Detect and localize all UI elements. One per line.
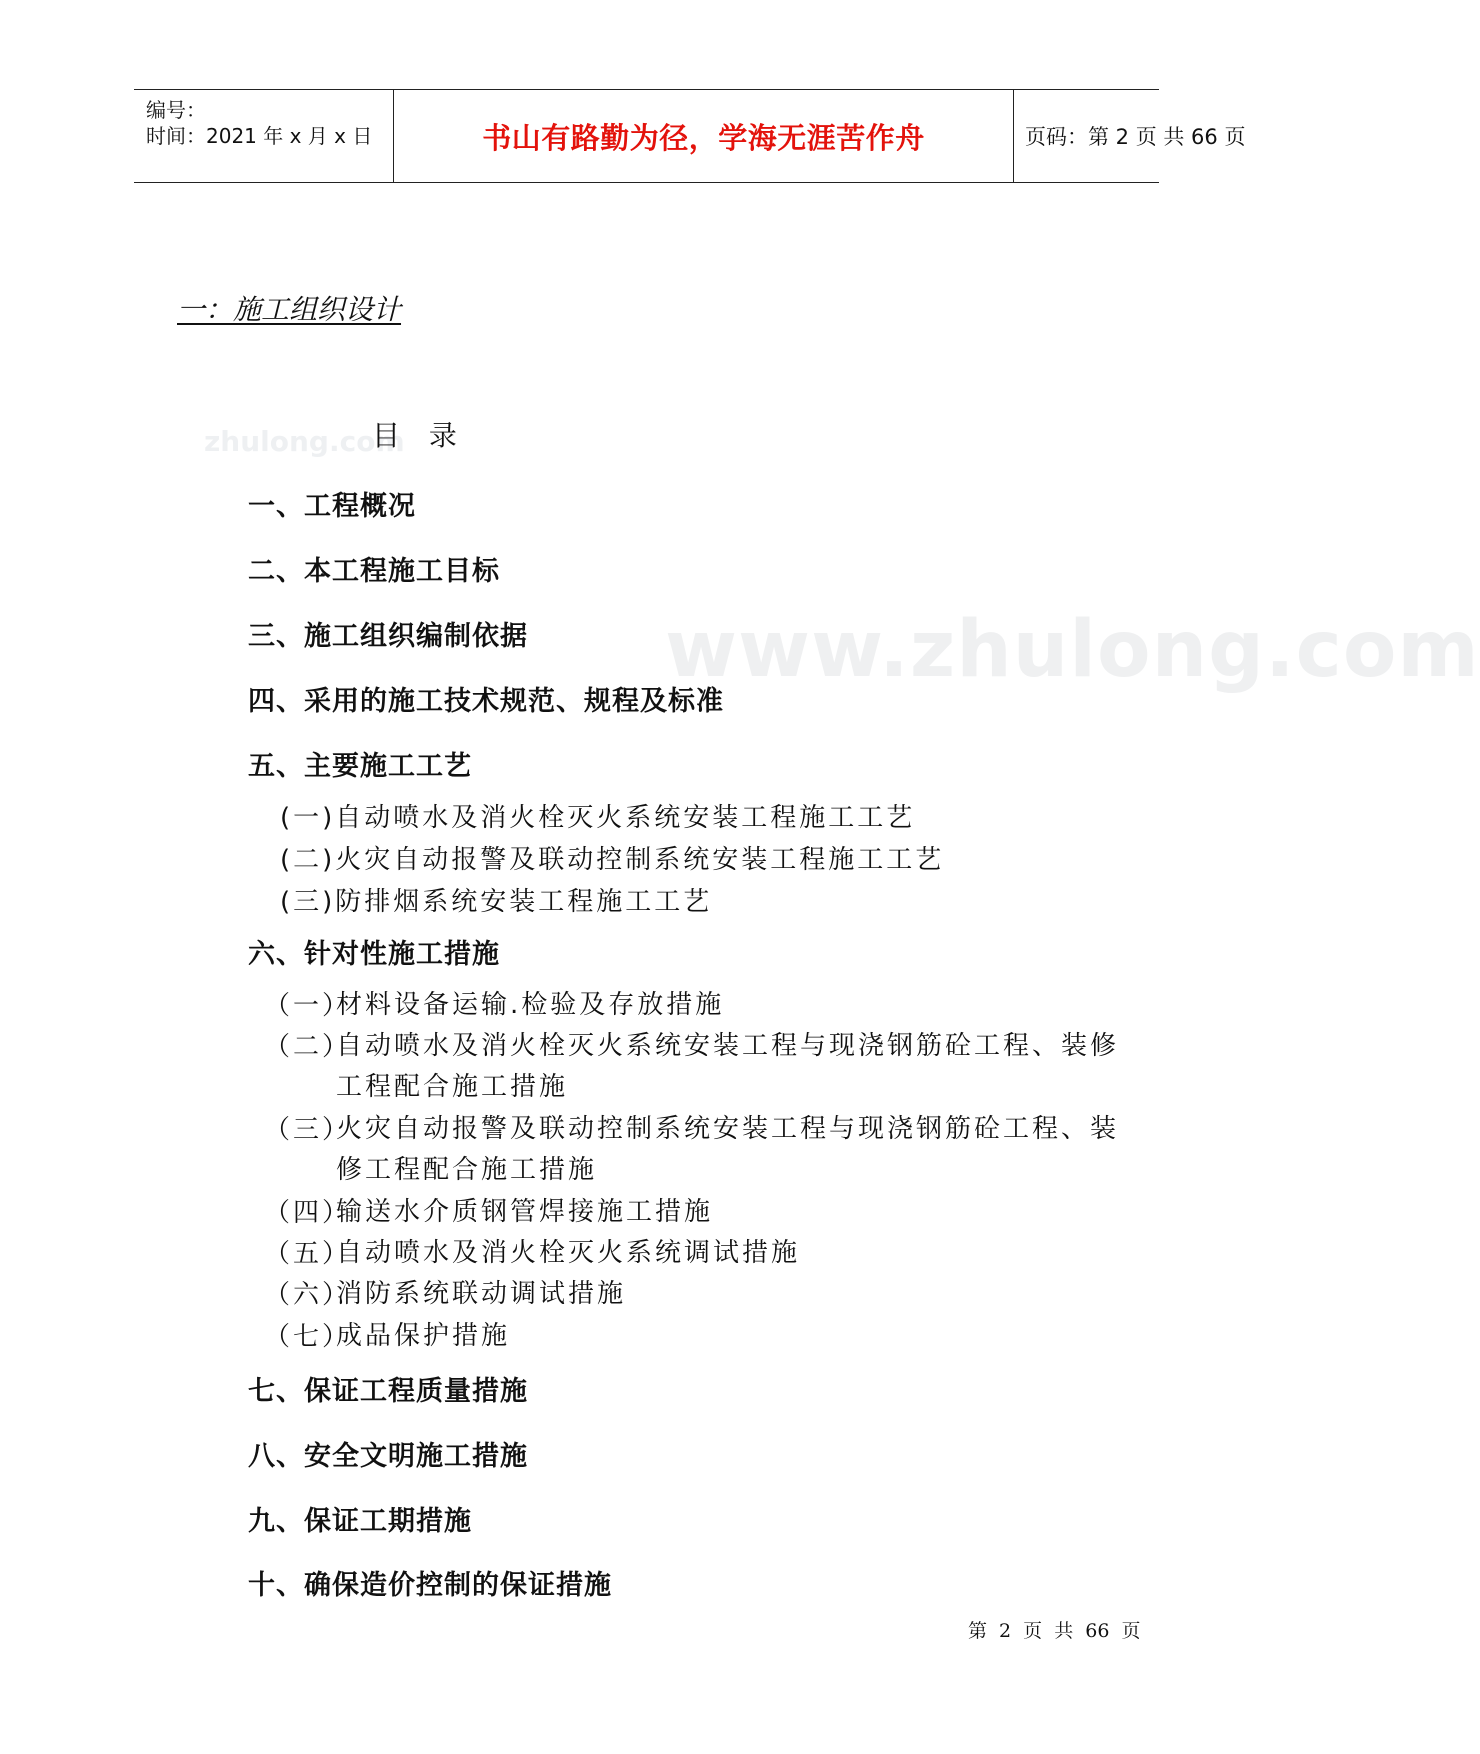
subitem-number: （六） [264, 1280, 352, 1310]
watermark-small: zhulong.com [204, 425, 405, 458]
page-footer: 第 2 页 共 66 页 [968, 1620, 1141, 1642]
subitem-text: 火灾自动报警及联动控制系统安装工程与现浇钢筋砼工程、装修工程配合施工措施 [336, 1114, 1120, 1185]
toc-item: 七、保证工程质量措施 [248, 1376, 528, 1407]
subitem-number: （三） [264, 1115, 352, 1145]
subitem-number: （一） [264, 991, 352, 1021]
subitem-text: 自动喷水及消火栓灭火系统安装工程与现浇钢筋砼工程、装修工程配合施工措施 [336, 1031, 1120, 1102]
header-page-cell [1014, 90, 1246, 182]
toc-item: 五、主要施工工艺 [248, 751, 472, 782]
toc-item: 一、工程概况 [248, 491, 416, 522]
toc-subitem: (三)防排烟系统安装工程施工工艺 [280, 887, 713, 917]
toc-item: 九、保证工期措施 [248, 1506, 472, 1537]
toc-item: 八、安全文明施工措施 [248, 1441, 528, 1472]
toc-item: 六、针对性施工措施 [248, 939, 500, 970]
toc-title: 目 录 [372, 419, 467, 452]
document-header-table [134, 89, 1246, 183]
subitem-text: 成品保护措施 [336, 1321, 511, 1351]
header-meta-cell [134, 90, 394, 182]
subitem-text: 自动喷水及消火栓灭火系统调试措施 [336, 1238, 801, 1268]
section-title: 一：施工组织设计 [177, 293, 402, 326]
subitem-number: （五） [264, 1239, 352, 1269]
subitem-number: （二） [264, 1032, 352, 1062]
time-label: 时间：2021 年 x 月 x 日 [146, 124, 373, 148]
subitem-number: （四） [264, 1198, 352, 1228]
page-code: 页码：第 2 页 共 66 页 [1025, 125, 1246, 149]
watermark-large: www.zhulong.com [665, 605, 1480, 695]
toc-item: 四、采用的施工技术规范、规程及标准 [248, 686, 724, 717]
subitem-text: 材料设备运输.检验及存放措施 [336, 990, 725, 1020]
toc-subitem: (二)火灾自动报警及联动控制系统安装工程施工工艺 [280, 845, 945, 875]
subitem-text: 消防系统联动调试措施 [336, 1279, 627, 1309]
header-motto-cell [394, 90, 1014, 182]
toc-subitem: (一)自动喷水及消火栓灭火系统安装工程施工工艺 [280, 803, 916, 833]
subitem-text: 输送水介质钢管焊接施工措施 [336, 1197, 714, 1227]
subitem-number: （七） [264, 1322, 352, 1352]
toc-item: 二、本工程施工目标 [248, 556, 500, 587]
toc-item: 三、施工组织编制依据 [248, 621, 528, 652]
motto-text: 书山有路勤为径，学海无涯苦作舟 [482, 120, 925, 155]
number-label: 编号： [146, 98, 206, 122]
toc-item: 十、确保造价控制的保证措施 [248, 1570, 612, 1601]
